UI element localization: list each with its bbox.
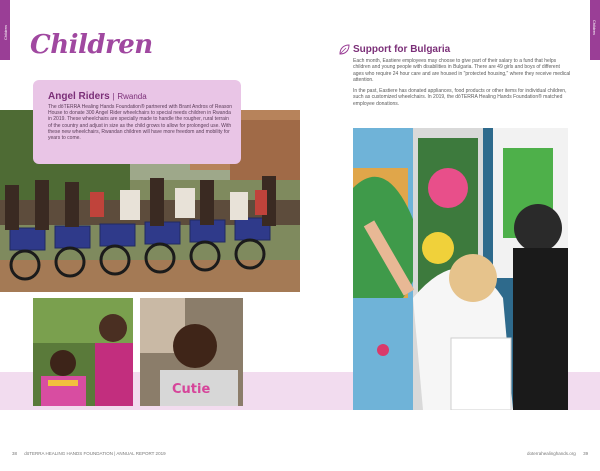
side-tab-left — [0, 0, 10, 60]
footer-right-page: 39 — [583, 451, 589, 456]
footer-left-text: dōTERRA HEALING HANDS FOUNDATION | ANNUAL REPORT 2019 — [24, 451, 166, 456]
angel-riders-location: Rwanda — [117, 92, 147, 101]
support-bulgaria-para1: Each month, Eastiere employees may choose to give part of their salary to a fund that helps children and young people with disabilities in Bulgaria. There are 49 girls and boys of different ages who require 24 hour care and are housed in "protected housing," where they receive medical attention. — [353, 58, 571, 83]
leaf-icon — [338, 43, 350, 55]
photo-girl-pink — [33, 298, 133, 406]
footer-left — [12, 451, 166, 456]
photo-boy-smiling — [140, 298, 243, 406]
photo-painting-mural — [353, 128, 568, 410]
support-bulgaria-heading: Support for Bulgaria — [353, 44, 451, 55]
heading-separator: | — [112, 92, 115, 101]
side-tab-left-label: Children — [3, 25, 8, 40]
support-bulgaria-para2: In the past, Eastiere has donated appliances, food products or other items for individual children, such as customized wheelchairs. In 2019, the dōTERRA Healing Hands Foundation® matched employee donations. — [353, 88, 567, 107]
side-tab-right-label: Children — [592, 20, 597, 35]
page-title: Children — [30, 30, 153, 60]
footer-left-page: 38 — [12, 451, 18, 456]
footer-right — [527, 451, 588, 456]
support-bulgaria-body — [353, 58, 571, 107]
side-tab-right — [590, 0, 600, 60]
angel-riders-card — [33, 80, 241, 164]
angel-riders-body: The dōTERRA Healing Hands Foundation® partnered with Brant Andros of Reason House to donate 300 Angel Rider wheelchairs to special needs children in Rwanda in 2019. These wheelchairs are specially made to handle the rougher, rural terrain of the country and adjust in size as the child grows to allow for prolonged use. With these new wheelchairs, Rwandan children will have more freedom and mobility for years to come. — [48, 104, 233, 142]
footer-right-url: doterrahealinghands.org — [527, 451, 576, 456]
angel-riders-heading — [48, 91, 147, 102]
svg-text:Cutie: Cutie — [172, 382, 211, 397]
angel-riders-title: Angel Riders — [48, 91, 110, 102]
